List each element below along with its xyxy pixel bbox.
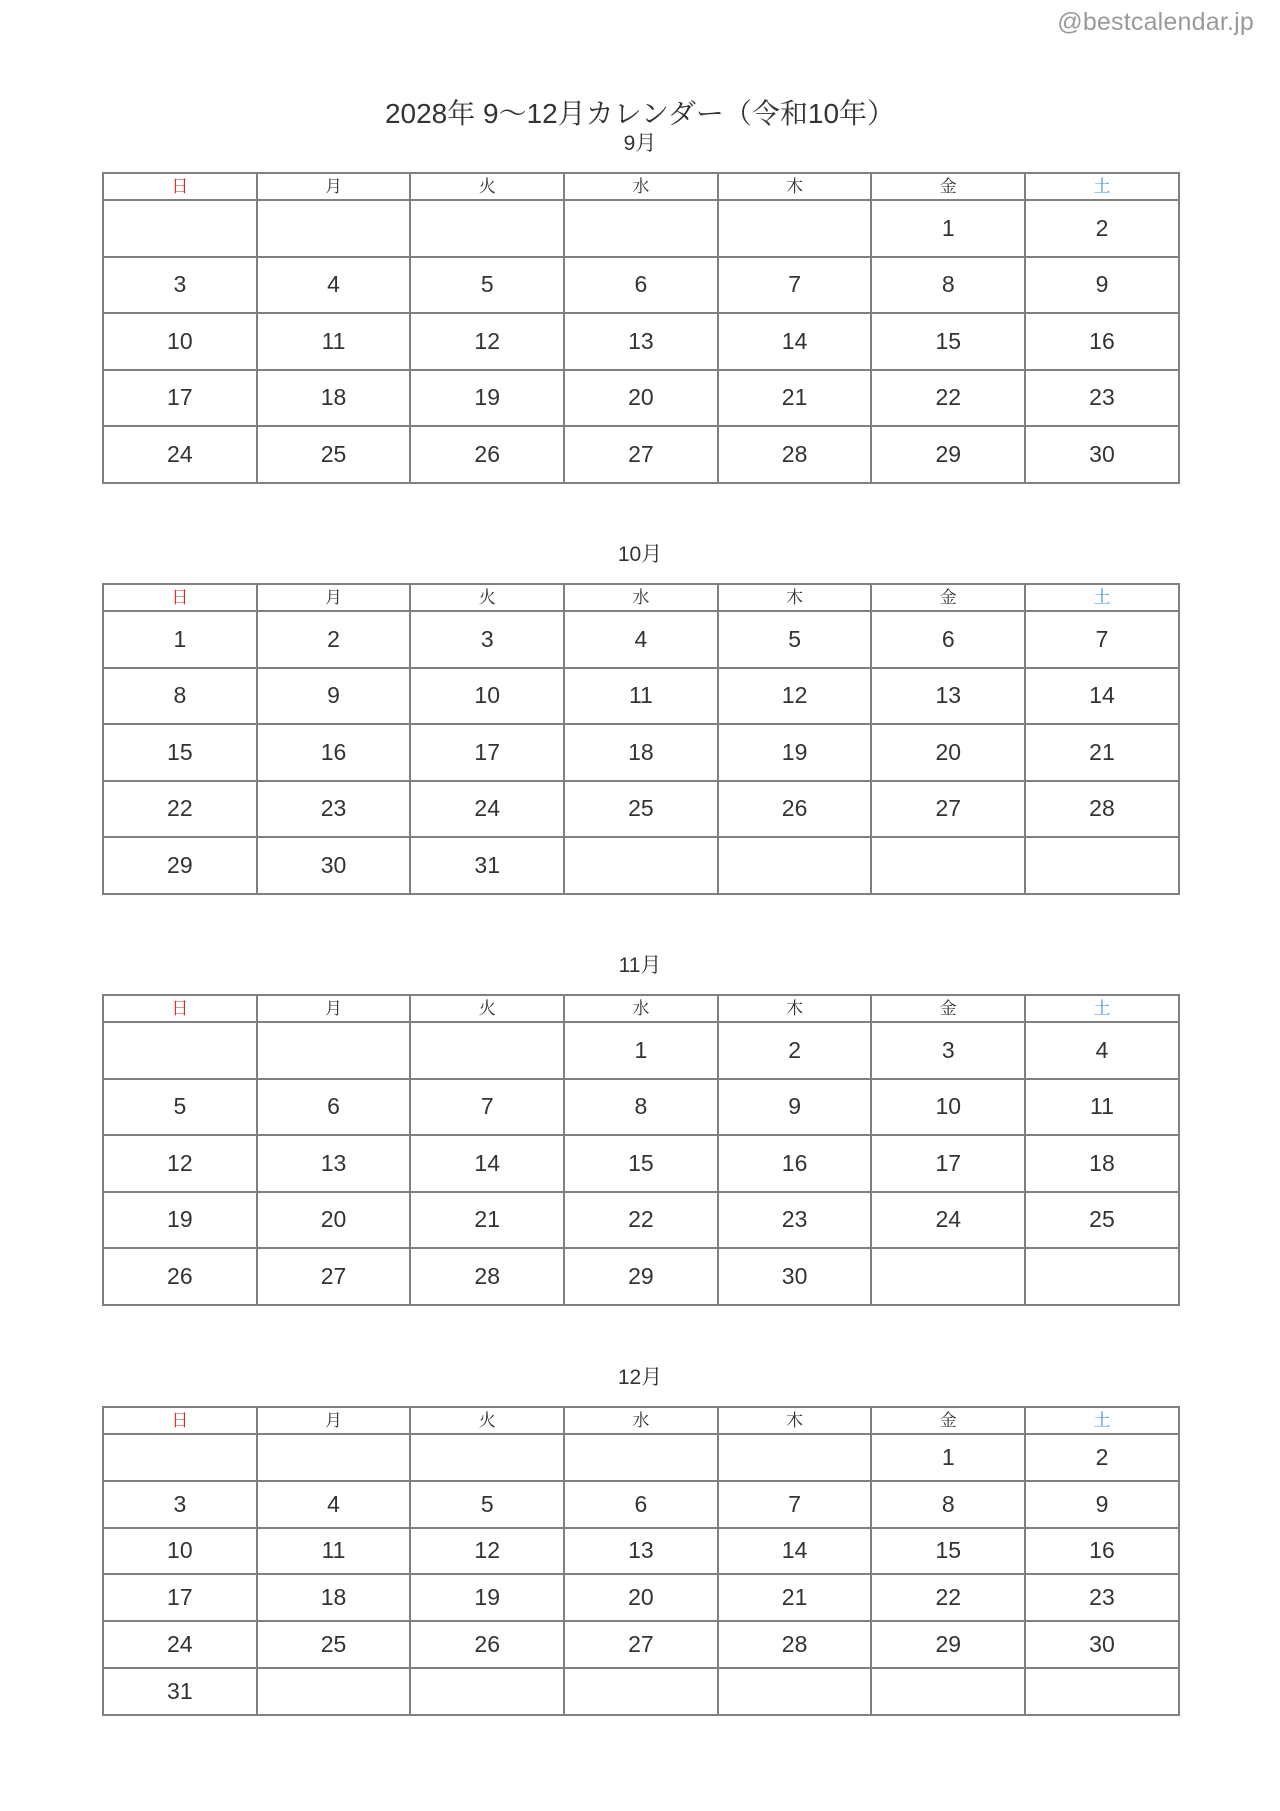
table-row (103, 1135, 1179, 1192)
empty-day-cell (257, 1668, 411, 1715)
day-cell[interactable]: 28 (718, 426, 872, 483)
day-cell[interactable]: 11 (1025, 1079, 1179, 1136)
day-cell[interactable]: 29 (564, 1248, 718, 1305)
month-label: 12月 (617, 1366, 663, 1389)
weekday-header-sat: 土 (1025, 1407, 1179, 1434)
table-row (103, 724, 1179, 781)
day-cell[interactable]: 5 (103, 1079, 257, 1136)
day-cell[interactable]: 12 (718, 668, 872, 725)
day-cell[interactable]: 14 (1025, 668, 1179, 725)
day-cell[interactable]: 12 (410, 1528, 564, 1575)
day-cell[interactable]: 12 (410, 313, 564, 370)
site-watermark: @bestcalendar.jp (1057, 8, 1254, 36)
table-row (103, 1668, 1179, 1715)
day-cell[interactable]: 6 (564, 257, 718, 314)
day-cell[interactable]: 25 (257, 426, 411, 483)
weekday-header-sat: 土 (1025, 173, 1179, 200)
month-section-november (102, 953, 1178, 1306)
weekday-header-row (103, 584, 1179, 611)
day-cell[interactable]: 11 (257, 313, 411, 370)
calendar-table-december (102, 1406, 1180, 1716)
table-row (103, 1192, 1179, 1249)
day-cell[interactable]: 17 (871, 1135, 1025, 1192)
empty-day-cell (410, 200, 564, 257)
day-cell[interactable]: 20 (564, 370, 718, 427)
weekday-header-wed: 水 (564, 584, 718, 611)
calendar-table-october (102, 583, 1180, 895)
month-label: 9月 (623, 132, 657, 155)
day-cell[interactable]: 27 (257, 1248, 411, 1305)
day-cell[interactable]: 21 (1025, 724, 1179, 781)
day-cell[interactable]: 18 (257, 370, 411, 427)
day-cell[interactable]: 1 (871, 1434, 1025, 1481)
day-cell[interactable]: 28 (1025, 781, 1179, 838)
day-cell[interactable]: 2 (1025, 200, 1179, 257)
day-cell[interactable]: 17 (410, 724, 564, 781)
day-cell[interactable]: 4 (1025, 1022, 1179, 1079)
weekday-header-thu: 木 (718, 995, 872, 1022)
empty-day-cell (718, 837, 872, 894)
day-cell[interactable]: 26 (410, 1621, 564, 1668)
calendar-body (103, 1434, 1179, 1715)
table-row (103, 781, 1179, 838)
weekday-header-mon: 月 (257, 584, 411, 611)
day-cell[interactable]: 30 (718, 1248, 872, 1305)
table-header-row (103, 584, 1179, 611)
day-cell[interactable]: 26 (718, 781, 872, 838)
empty-day-cell (718, 200, 872, 257)
table-row (103, 1574, 1179, 1621)
day-cell[interactable]: 31 (410, 837, 564, 894)
weekday-header-thu: 木 (718, 584, 872, 611)
empty-day-cell (564, 200, 718, 257)
day-cell[interactable]: 31 (103, 1668, 257, 1715)
day-cell[interactable]: 9 (1025, 1481, 1179, 1528)
day-cell[interactable]: 2 (1025, 1434, 1179, 1481)
empty-day-cell (871, 837, 1025, 894)
day-cell[interactable]: 15 (103, 724, 257, 781)
day-cell[interactable]: 14 (718, 313, 872, 370)
day-cell[interactable]: 19 (718, 724, 872, 781)
day-cell[interactable]: 3 (410, 611, 564, 668)
day-cell[interactable]: 11 (564, 668, 718, 725)
day-cell[interactable]: 7 (410, 1079, 564, 1136)
day-cell[interactable]: 2 (718, 1022, 872, 1079)
table-row (103, 1481, 1179, 1528)
table-row (103, 668, 1179, 725)
day-cell[interactable]: 30 (1025, 1621, 1179, 1668)
day-cell[interactable]: 16 (257, 724, 411, 781)
day-cell[interactable]: 29 (871, 426, 1025, 483)
day-cell[interactable]: 4 (257, 1481, 411, 1528)
weekday-header-row (103, 1407, 1179, 1434)
day-cell[interactable]: 24 (871, 1192, 1025, 1249)
month-label: 10月 (617, 543, 663, 566)
table-row (103, 426, 1179, 483)
weekday-header-fri: 金 (871, 584, 1025, 611)
table-row (103, 200, 1179, 257)
day-cell[interactable]: 9 (718, 1079, 872, 1136)
month-section-september (102, 131, 1178, 484)
day-cell[interactable]: 23 (257, 781, 411, 838)
day-cell[interactable]: 19 (103, 1192, 257, 1249)
day-cell[interactable]: 1 (564, 1022, 718, 1079)
month-section-december (102, 1365, 1178, 1716)
day-cell[interactable]: 7 (718, 1481, 872, 1528)
day-cell[interactable]: 22 (871, 370, 1025, 427)
day-cell[interactable]: 22 (871, 1574, 1025, 1621)
day-cell[interactable]: 16 (1025, 1528, 1179, 1575)
weekday-header-fri: 金 (871, 995, 1025, 1022)
month-section-october (102, 542, 1178, 895)
weekday-header-mon: 月 (257, 995, 411, 1022)
day-cell[interactable]: 14 (410, 1135, 564, 1192)
empty-day-cell (257, 1022, 411, 1079)
table-row (103, 257, 1179, 314)
day-cell[interactable]: 18 (564, 724, 718, 781)
day-cell[interactable]: 22 (564, 1192, 718, 1249)
empty-day-cell (103, 1022, 257, 1079)
day-cell[interactable]: 26 (103, 1248, 257, 1305)
day-cell[interactable]: 3 (103, 257, 257, 314)
empty-day-cell (410, 1022, 564, 1079)
day-cell[interactable]: 9 (257, 668, 411, 725)
day-cell[interactable]: 7 (1025, 611, 1179, 668)
day-cell[interactable]: 25 (1025, 1192, 1179, 1249)
day-cell[interactable]: 27 (871, 781, 1025, 838)
weekday-header-tue: 火 (410, 995, 564, 1022)
day-cell[interactable]: 24 (410, 781, 564, 838)
weekday-header-sun: 日 (103, 1407, 257, 1434)
day-cell[interactable]: 15 (871, 313, 1025, 370)
day-cell[interactable]: 30 (257, 837, 411, 894)
day-cell[interactable]: 13 (564, 1528, 718, 1575)
table-header-row (103, 1407, 1179, 1434)
weekday-header-thu: 木 (718, 173, 872, 200)
day-cell[interactable]: 3 (103, 1481, 257, 1528)
day-cell[interactable]: 30 (1025, 426, 1179, 483)
weekday-header-wed: 水 (564, 1407, 718, 1434)
day-cell[interactable]: 1 (871, 200, 1025, 257)
day-cell[interactable]: 15 (871, 1528, 1025, 1575)
day-cell[interactable]: 26 (410, 426, 564, 483)
day-cell[interactable]: 28 (410, 1248, 564, 1305)
day-cell[interactable]: 8 (871, 257, 1025, 314)
day-cell[interactable]: 10 (410, 668, 564, 725)
day-cell[interactable]: 7 (718, 257, 872, 314)
weekday-header-mon: 月 (257, 173, 411, 200)
table-header-row (103, 995, 1179, 1022)
weekday-header-sat: 土 (1025, 995, 1179, 1022)
weekday-header-tue: 火 (410, 173, 564, 200)
day-cell[interactable]: 18 (1025, 1135, 1179, 1192)
day-cell[interactable]: 1 (103, 611, 257, 668)
day-cell[interactable]: 13 (871, 668, 1025, 725)
empty-day-cell (718, 1434, 872, 1481)
empty-day-cell (410, 1668, 564, 1715)
table-row (103, 1022, 1179, 1079)
table-header-row (103, 173, 1179, 200)
month-label: 11月 (618, 954, 662, 977)
empty-day-cell (718, 1668, 872, 1715)
table-row (103, 1434, 1179, 1481)
day-cell[interactable]: 23 (1025, 370, 1179, 427)
weekday-header-thu: 木 (718, 1407, 872, 1434)
day-cell[interactable]: 15 (564, 1135, 718, 1192)
weekday-header-sun: 日 (103, 995, 257, 1022)
day-cell[interactable]: 8 (103, 668, 257, 725)
day-cell[interactable]: 8 (564, 1079, 718, 1136)
table-row (103, 611, 1179, 668)
day-cell[interactable]: 29 (871, 1621, 1025, 1668)
empty-day-cell (871, 1668, 1025, 1715)
weekday-header-tue: 火 (410, 1407, 564, 1434)
weekday-header-sun: 日 (103, 173, 257, 200)
calendar-table-november (102, 994, 1180, 1306)
empty-day-cell (1025, 837, 1179, 894)
day-cell[interactable]: 16 (1025, 313, 1179, 370)
day-cell[interactable]: 22 (103, 781, 257, 838)
day-cell[interactable]: 10 (871, 1079, 1025, 1136)
weekday-header-row (103, 173, 1179, 200)
day-cell[interactable]: 12 (103, 1135, 257, 1192)
day-cell[interactable]: 8 (871, 1481, 1025, 1528)
day-cell[interactable]: 10 (103, 313, 257, 370)
day-cell[interactable]: 6 (564, 1481, 718, 1528)
day-cell[interactable]: 9 (1025, 257, 1179, 314)
empty-day-cell (257, 200, 411, 257)
day-cell[interactable]: 5 (410, 257, 564, 314)
day-cell[interactable]: 2 (257, 611, 411, 668)
day-cell[interactable]: 4 (564, 611, 718, 668)
day-cell[interactable]: 23 (718, 1192, 872, 1249)
table-row (103, 837, 1179, 894)
day-cell[interactable]: 11 (257, 1528, 411, 1575)
weekday-header-fri: 金 (871, 173, 1025, 200)
day-cell[interactable]: 23 (1025, 1574, 1179, 1621)
page-title: 2028年 9〜12月カレンダー（令和10年） (384, 97, 896, 129)
day-cell[interactable]: 21 (718, 1574, 872, 1621)
day-cell[interactable]: 19 (410, 1574, 564, 1621)
day-cell[interactable]: 25 (564, 781, 718, 838)
empty-day-cell (103, 1434, 257, 1481)
day-cell[interactable]: 5 (718, 611, 872, 668)
day-cell[interactable]: 29 (103, 837, 257, 894)
day-cell[interactable]: 19 (410, 370, 564, 427)
empty-day-cell (410, 1434, 564, 1481)
table-row (103, 313, 1179, 370)
table-row (103, 1079, 1179, 1136)
day-cell[interactable]: 27 (564, 426, 718, 483)
day-cell[interactable]: 21 (410, 1192, 564, 1249)
empty-day-cell (564, 837, 718, 894)
day-cell[interactable]: 20 (871, 724, 1025, 781)
weekday-header-wed: 水 (564, 173, 718, 200)
day-cell[interactable]: 13 (257, 1135, 411, 1192)
empty-day-cell (103, 200, 257, 257)
empty-day-cell (257, 1434, 411, 1481)
day-cell[interactable]: 14 (718, 1528, 872, 1575)
weekday-header-row (103, 995, 1179, 1022)
day-cell[interactable]: 28 (718, 1621, 872, 1668)
table-row (103, 1621, 1179, 1668)
empty-day-cell (564, 1668, 718, 1715)
day-cell[interactable]: 18 (257, 1574, 411, 1621)
day-cell[interactable]: 5 (410, 1481, 564, 1528)
day-cell[interactable]: 16 (718, 1135, 872, 1192)
day-cell[interactable]: 17 (103, 370, 257, 427)
day-cell[interactable]: 10 (103, 1528, 257, 1575)
day-cell[interactable]: 24 (103, 1621, 257, 1668)
day-cell[interactable]: 6 (257, 1079, 411, 1136)
weekday-header-sun: 日 (103, 584, 257, 611)
day-cell[interactable]: 4 (257, 257, 411, 314)
empty-day-cell (871, 1248, 1025, 1305)
day-cell[interactable]: 3 (871, 1022, 1025, 1079)
table-row (103, 1248, 1179, 1305)
day-cell[interactable]: 6 (871, 611, 1025, 668)
day-cell[interactable]: 25 (257, 1621, 411, 1668)
empty-day-cell (1025, 1668, 1179, 1715)
weekday-header-fri: 金 (871, 1407, 1025, 1434)
day-cell[interactable]: 13 (564, 313, 718, 370)
day-cell[interactable]: 27 (564, 1621, 718, 1668)
day-cell[interactable]: 24 (103, 426, 257, 483)
weekday-header-sat: 土 (1025, 584, 1179, 611)
weekday-header-mon: 月 (257, 1407, 411, 1434)
calendar-body (103, 1022, 1179, 1305)
day-cell[interactable]: 21 (718, 370, 872, 427)
empty-day-cell (1025, 1248, 1179, 1305)
weekday-header-wed: 水 (564, 995, 718, 1022)
day-cell[interactable]: 17 (103, 1574, 257, 1621)
day-cell[interactable]: 20 (257, 1192, 411, 1249)
empty-day-cell (564, 1434, 718, 1481)
calendar-body (103, 200, 1179, 483)
day-cell[interactable]: 20 (564, 1574, 718, 1621)
table-row (103, 1528, 1179, 1575)
weekday-header-tue: 火 (410, 584, 564, 611)
calendar-table-september (102, 172, 1180, 484)
calendar-body (103, 611, 1179, 894)
table-row (103, 370, 1179, 427)
